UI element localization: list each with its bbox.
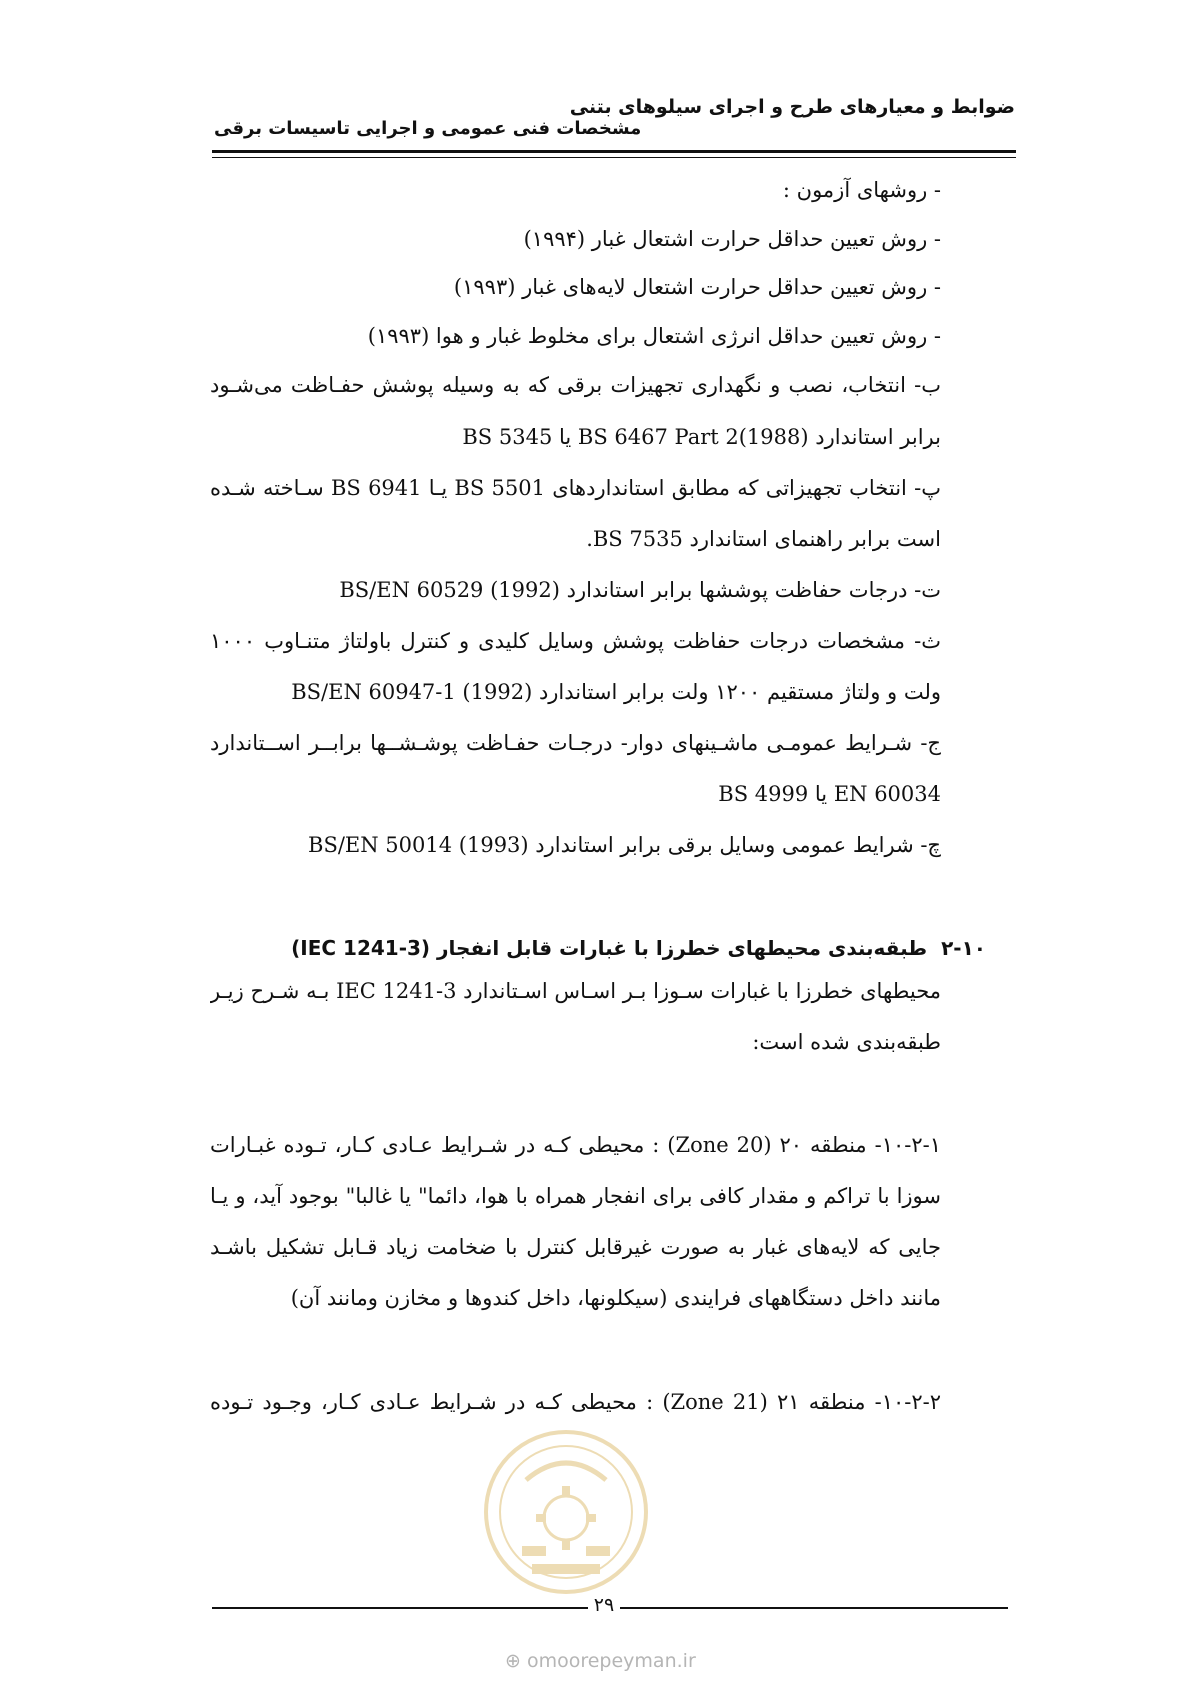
zone20-line: ۱۰-۲-۱- منطقه ۲۰ (Zone 20) : محیطی کـه در شـرایط عـادی کـار، تـوده غبـارات bbox=[210, 1133, 941, 1157]
body-line: ب- انتخاب، نصب و نگهداری تجهیزات برقی که به وسیله پوشش حفـاظت می‌شـود bbox=[210, 373, 941, 397]
intro-line: محیطهای خطرزا با غبارات سـوزا بـر اسـاس اسـتاندارد IEC 1241-3 بـه شـرح زیـر bbox=[210, 979, 941, 1003]
website-text: omoorepeyman.ir bbox=[526, 1650, 696, 1672]
body-line: - روش تعیین حداقل حرارت اشتعال لایه‌های غبار (۱۹۹۳) bbox=[453, 275, 941, 299]
body-line: چ- شرایط عمومی وسایل برقی برابر استاندارد BS/EN 50014 (1993) bbox=[308, 833, 941, 857]
body-line: ولت و ولتاژ مستقیم ۱۲۰۰ ولت برابر استاندارد BS/EN 60947-1 (1992) bbox=[291, 680, 941, 704]
zone20-line: مانند داخل دستگاههای فرایندی (سیکلونها، داخل کندوها و مخازن ومانند آن) bbox=[290, 1286, 941, 1310]
header-rule-thin bbox=[212, 157, 1016, 158]
seal-watermark-icon bbox=[482, 1428, 650, 1596]
footer-rule-left bbox=[212, 1607, 588, 1609]
website-watermark bbox=[505, 1650, 696, 1672]
body-line: ث- مشخصات درجات حفاظت پوشش وسایل کلیدی و کنترل باولتاژ متنـاوب ۱۰۰۰ bbox=[210, 629, 941, 653]
zone20-line: سوزا با تراکم و مقدار کافی برای انفجار همراه با هوا، دائما" یا غالبا" بوجود آید، و یـا bbox=[210, 1184, 941, 1208]
page-number: ۲۹ bbox=[593, 1594, 615, 1616]
globe-icon: ⊕ bbox=[505, 1650, 521, 1672]
body-line: ت- درجات حفاظت پوششها برابر استاندارد BS/EN 60529 (1992) bbox=[339, 578, 941, 602]
running-header-left: مشخصات فنی عمومی و اجرایی تاسیسات برقی bbox=[214, 118, 642, 139]
body-line: - روش تعیین حداقل حرارت اشتعال غبار (۱۹۹۴) bbox=[523, 227, 941, 251]
intro-line: طبقه‌بندی شده است: bbox=[752, 1030, 941, 1054]
body-line: EN 60034 یا BS 4999 bbox=[718, 782, 941, 806]
section-title: طبقه‌بندی محیطهای خطرزا با غبارات قابل انفجار (IEC 1241-3) bbox=[291, 936, 928, 960]
body-line: - روش تعیین حداقل انرژی اشتعال برای مخلوط غبار و هوا (۱۹۹۳) bbox=[367, 324, 941, 348]
body-line: است برابر راهنمای استاندارد BS 7535. bbox=[586, 527, 941, 551]
zone21-line: ۱۰-۲-۲- منطقه ۲۱ (Zone 21) : محیطی کـه در شـرایط عـادی کـار، وجـود تـوده bbox=[210, 1390, 941, 1414]
zone20-line: جایی که لایه‌های غبار به صورت غیرقابل کنترل با ضخامت زیاد قـابل تشکیل باشـد bbox=[210, 1235, 941, 1259]
body-line: پ- انتخاب تجهیزاتی که مطابق استانداردهای BS 5501 یـا BS 6941 سـاخته شـده bbox=[210, 476, 941, 500]
section-number: ۲-۱۰ bbox=[941, 936, 986, 960]
running-header-right: ضوابط و معیارهای طرح و اجرای سیلوهای بتنی bbox=[569, 96, 1015, 118]
footer-rule-right bbox=[620, 1607, 1008, 1609]
section-heading bbox=[291, 933, 986, 963]
body-line: - روشهای آزمون : bbox=[782, 178, 941, 202]
body-line: برابر استاندارد BS 6467 Part 2(1988) یا BS 5345 bbox=[462, 425, 941, 449]
header-rule-thick bbox=[212, 150, 1016, 153]
body-line: ج- شـرایط عمومـی ماشـینهای دوار- درجـات حفـاظت پوشـشــها برابــر اســتاندارد bbox=[210, 731, 941, 755]
